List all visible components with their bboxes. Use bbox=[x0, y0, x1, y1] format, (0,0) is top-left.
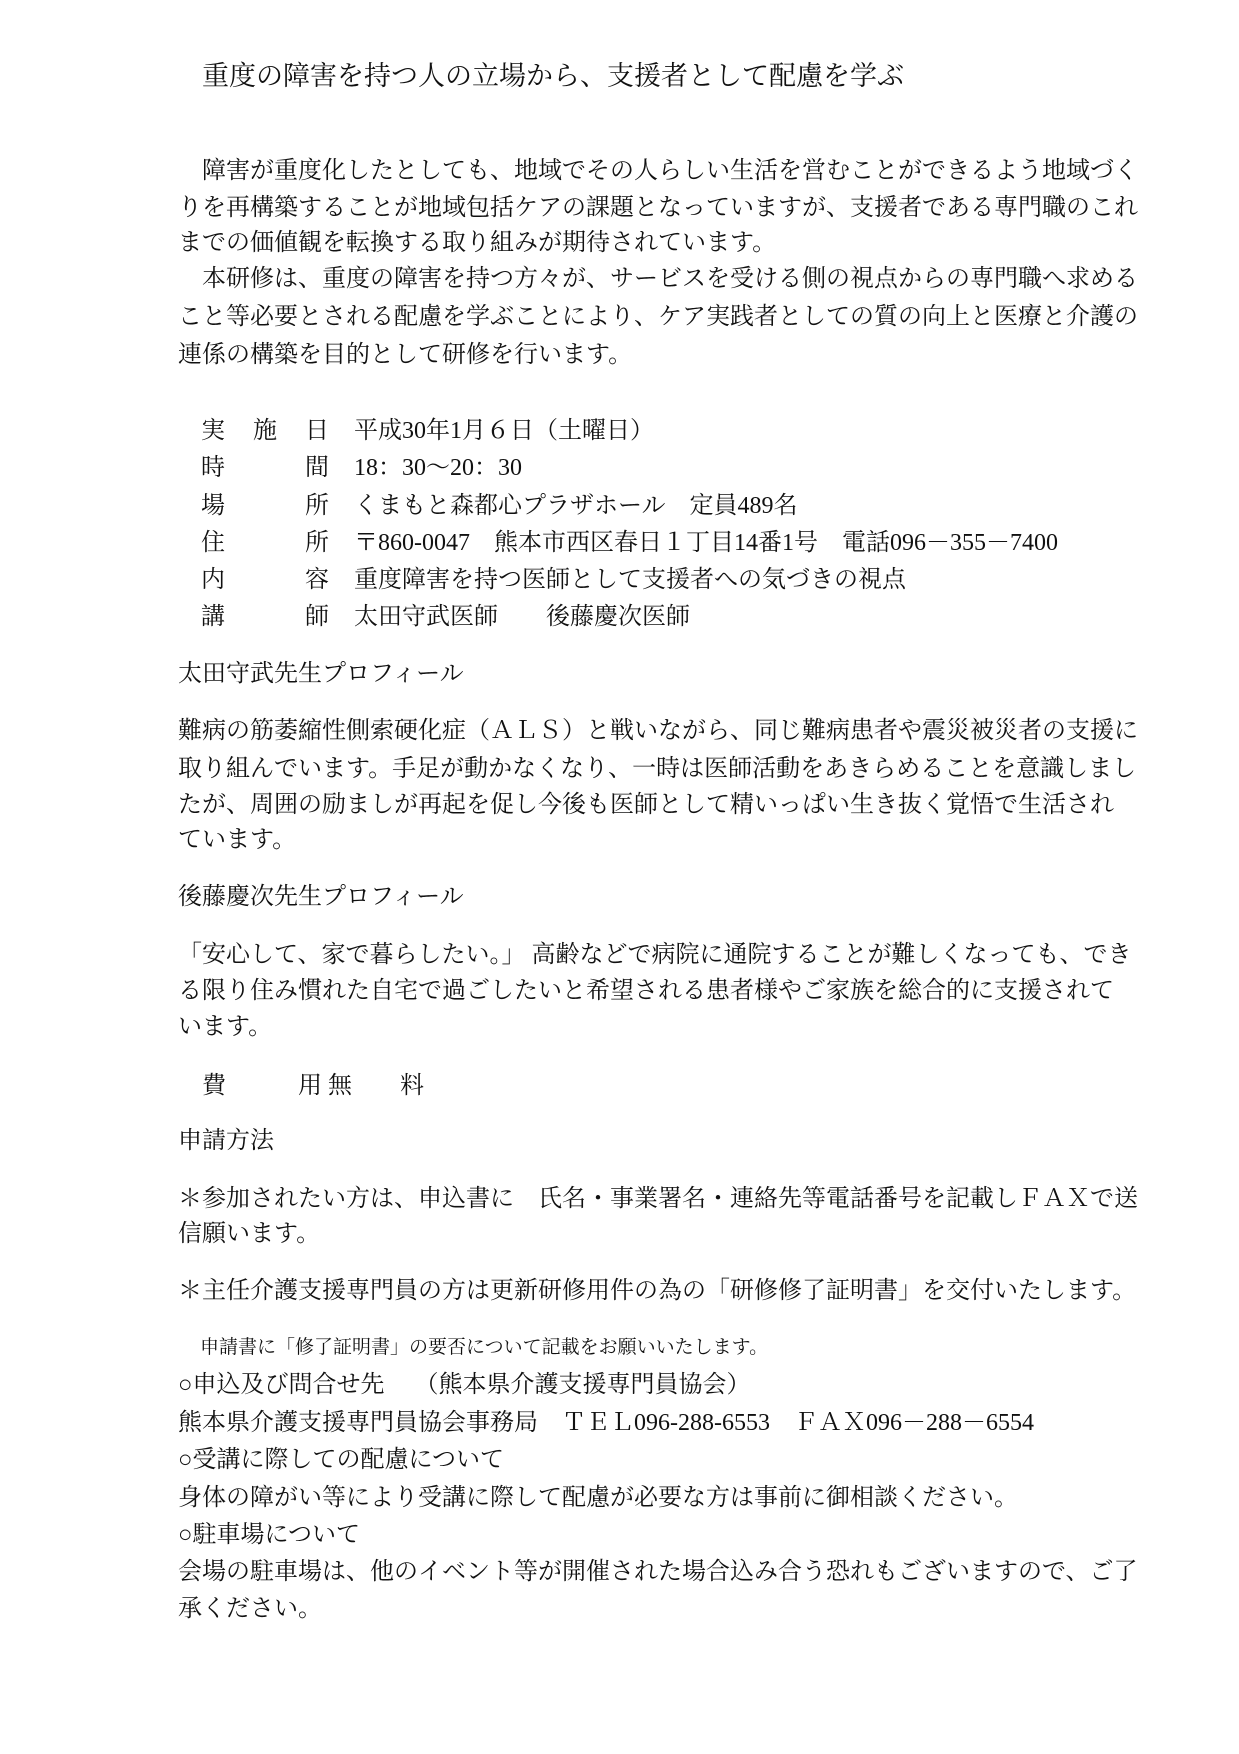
profile2-line: 「安心して、家で暮らしたい。」 高齢などで病院に通院することが難しくなっても、でき bbox=[178, 942, 1132, 968]
intro-line: 連係の構築を目的として研修を行います。 bbox=[178, 342, 633, 368]
apply-note: ＊参加されたい方は、申込書に 氏名・事業署名・連絡先等電話番号を記載しＦＡＸで送 bbox=[178, 1186, 1138, 1212]
label-char: 間 bbox=[305, 455, 329, 481]
page-title: 重度の障害を持つ人の立場から、支援者として配慮を学ぶ bbox=[202, 61, 904, 91]
profile1-line: たが、周囲の励ましが再起を促し今後も医師として精いっぱい生き抜く覚悟で生活され bbox=[178, 792, 1114, 818]
label-char: 住 bbox=[201, 530, 225, 556]
label-char: 日 bbox=[305, 418, 329, 444]
apply-note: ＊主任介護支援専門員の方は更新研修用件の為の「研修修了証明書」を交付いたします。 bbox=[178, 1278, 1137, 1304]
contact-heading: ○申込及び問合せ先 （熊本県介護支援専門員協会） bbox=[178, 1372, 751, 1398]
schedule-value-venue: くまもと森都心プラザホール 定員489名 bbox=[354, 493, 798, 519]
label-char: 施 bbox=[253, 418, 277, 444]
apply-note: 信願います。 bbox=[178, 1221, 321, 1247]
contact-line: 熊本県介護支援専門員協会事務局 ＴＥＬ096‐288‐6553 ＦＡＸ096－288－6554 bbox=[178, 1410, 1034, 1436]
fee-line: 費 用 無 料 bbox=[178, 1073, 424, 1099]
schedule-value-address: 〒860-0047 熊本市西区春日１丁目14番1号 電話096－355－7400 bbox=[354, 530, 1058, 556]
schedule-value-content: 重度障害を持つ医師として支援者への気づきの視点 bbox=[354, 567, 906, 593]
schedule-label-venue bbox=[201, 492, 329, 520]
profile2-line: います。 bbox=[178, 1014, 273, 1040]
label-char: 時 bbox=[201, 455, 225, 481]
parking-heading: ○駐車場について bbox=[178, 1522, 361, 1548]
label-char: 所 bbox=[305, 530, 329, 556]
label-char: 所 bbox=[305, 493, 329, 519]
parking-line: 会場の駐車場は、他のイベント等が開催された場合込み合う恐れもございますので、ご了 bbox=[178, 1559, 1138, 1585]
profile1-line: 取り組んでいます。手足が動かなくなり、一時は医師活動をあきらめることを意識しまし bbox=[178, 756, 1137, 782]
label-char: 師 bbox=[305, 604, 329, 630]
apply-heading: 申請方法 bbox=[178, 1128, 274, 1154]
intro-line: までの価値観を転換する取り組みが期待されています。 bbox=[178, 230, 777, 256]
intro-line: 本研修は、重度の障害を持つ方々が、サービスを受ける側の視点からの専門職へ求める bbox=[178, 266, 1138, 292]
consideration-line: 身体の障がい等により受講に際して配慮が必要な方は事前に御相談ください。 bbox=[178, 1485, 1018, 1511]
apply-note-small: 申請書に「修了証明書」の要否について記載をお願いいたします。 bbox=[200, 1337, 769, 1358]
intro-line: 障害が重度化したとしても、地域でその人らしい生活を営むことができるよう地域づく bbox=[178, 158, 1138, 184]
parking-line: 承ください。 bbox=[178, 1596, 322, 1622]
schedule-label-time bbox=[201, 454, 329, 482]
label-char: 内 bbox=[201, 567, 225, 593]
profile2-line: る限り住み慣れた自宅で過ごしたいと希望される患者様やご家族を総合的に支援されて bbox=[178, 978, 1114, 1004]
schedule-value-lecturer: 太田守武医師 後藤慶次医師 bbox=[354, 604, 690, 630]
label-char: 場 bbox=[201, 493, 225, 519]
profile1-heading: 太田守武先生プロフィール bbox=[178, 661, 464, 687]
schedule-label-date bbox=[201, 417, 329, 445]
schedule-label-address bbox=[201, 529, 329, 557]
profile1-line: ています。 bbox=[178, 827, 297, 853]
label-char: 実 bbox=[201, 418, 225, 444]
schedule-label-content bbox=[201, 566, 329, 594]
label-char: 容 bbox=[305, 567, 329, 593]
intro-line: こと等必要とされる配慮を学ぶことにより、ケア実践者としての質の向上と医療と介護の bbox=[178, 304, 1138, 330]
schedule-value-time: 18：30～20：30 bbox=[354, 455, 522, 481]
consideration-heading: ○受講に際しての配慮について bbox=[178, 1447, 505, 1473]
profile1-line: 難病の筋萎縮性側索硬化症（ＡＬＳ）と戦いながら、同じ難病患者や震災被災者の支援に bbox=[178, 718, 1138, 744]
profile2-heading: 後藤慶次先生プロフィール bbox=[178, 884, 464, 910]
intro-line: りを再構築することが地域包括ケアの課題となっていますが、支援者である専門職のこれ bbox=[178, 195, 1138, 221]
label-char: 講 bbox=[201, 604, 225, 630]
schedule-value-date: 平成30年1月６日（土曜日） bbox=[354, 418, 654, 444]
schedule-label-lecturer bbox=[201, 603, 329, 631]
